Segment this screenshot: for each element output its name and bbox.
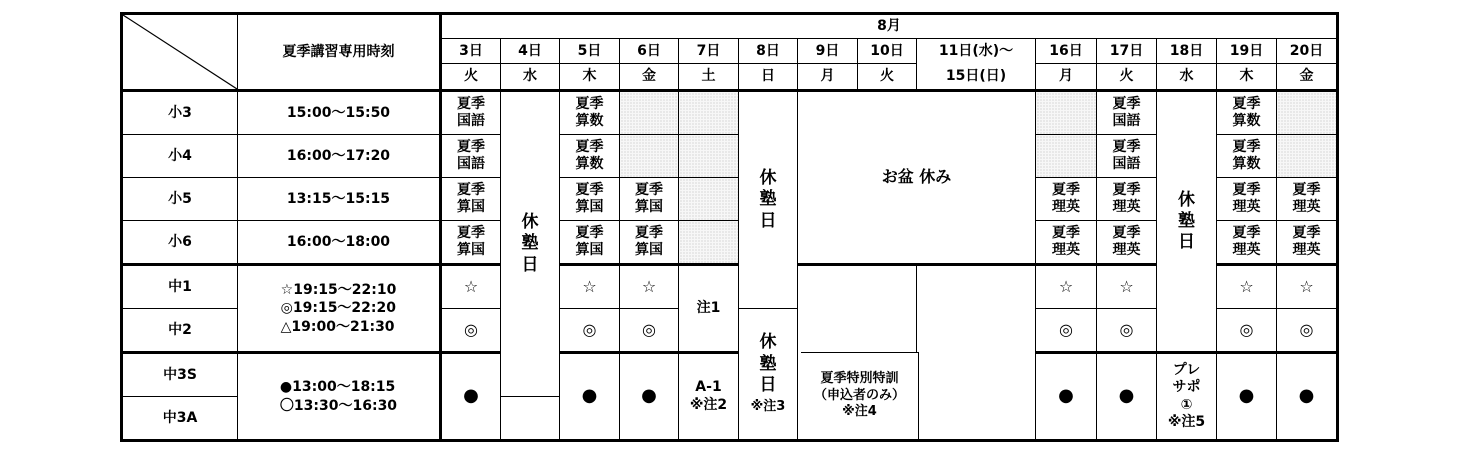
date-16: 16日 <box>1036 39 1097 64</box>
jh3-d16: ● <box>1036 353 1097 441</box>
obon-holiday: お盆 休み <box>798 91 1036 265</box>
jh3-d6: ● <box>620 353 679 441</box>
weekday-17: 火 <box>1097 64 1157 91</box>
grade-jh2: 中2 <box>122 309 238 353</box>
time-star: ☆19:15～22:10 <box>280 282 397 299</box>
time-s4: 16:00～17:20 <box>238 135 441 178</box>
s3-d7-blank <box>679 91 739 135</box>
date-18: 18日 <box>1157 39 1217 64</box>
s4-d19: 夏季 算数 <box>1217 135 1277 178</box>
weekday-9: 月 <box>798 64 858 91</box>
grade-s6: 小6 <box>122 221 238 265</box>
s6-d3: 夏季 算国 <box>441 221 501 265</box>
diagonal-line <box>123 15 237 89</box>
grade-s4: 小4 <box>122 135 238 178</box>
date-10: 10日 <box>858 39 917 64</box>
jh2-d6: ◎ <box>620 309 679 353</box>
special-title: 夏季特別特訓 <box>820 370 899 386</box>
weekday-10: 火 <box>858 64 917 91</box>
date-6: 6日 <box>620 39 679 64</box>
s5-d3: 夏季 算国 <box>441 178 501 221</box>
corner-diagonal-cell <box>122 14 238 91</box>
date-19: 19日 <box>1217 39 1277 64</box>
s4-d5: 夏季 算数 <box>560 135 620 178</box>
time-jh3 <box>238 353 441 441</box>
time-header: 夏季講習専用時刻 <box>238 14 441 91</box>
s5-d19: 夏季 理英 <box>1217 178 1277 221</box>
closed-d8: 休 塾 日 <box>739 91 798 309</box>
date-8: 8日 <box>739 39 798 64</box>
s3-d3: 夏季 国語 <box>441 91 501 135</box>
date-5: 5日 <box>560 39 620 64</box>
presapo-cell: プレ サポ ① ※注5 <box>1157 353 1217 441</box>
jh3-d17: ● <box>1097 353 1157 441</box>
s6-d7-blank <box>679 221 739 265</box>
jh1-d6: ☆ <box>620 265 679 309</box>
note-1: 注1 <box>679 265 739 353</box>
s6-d20: 夏季 理英 <box>1277 221 1338 265</box>
jh3-d20: ● <box>1277 353 1338 441</box>
note-4: ※注4 <box>842 404 877 420</box>
closed-d8-lower: 休 塾 日 ※注3 <box>739 309 798 441</box>
weekday-4: 水 <box>501 64 560 91</box>
s4-d7-blank <box>679 135 739 178</box>
jh2-d3: ◎ <box>441 309 501 353</box>
weekday-18: 水 <box>1157 64 1217 91</box>
s4-d16-blank <box>1036 135 1097 178</box>
jh3-d3: ● <box>441 353 501 441</box>
s5-d5: 夏季 算国 <box>560 178 620 221</box>
weekday-19: 木 <box>1217 64 1277 91</box>
jh3-d7 <box>679 353 739 441</box>
closed-d18: 休 塾 日 <box>1157 91 1217 353</box>
time-double: ◎19:15～22:20 <box>280 300 396 317</box>
time-dot: ●13:00～18:15 <box>279 379 396 396</box>
grade-jh3a: 中3A <box>122 397 238 441</box>
date-15: 15日(日) <box>917 64 1036 91</box>
closed-d4: 休 塾 日 <box>501 91 560 397</box>
time-triangle: △19:00～21:30 <box>280 318 395 335</box>
grade-s5: 小5 <box>122 178 238 221</box>
date-3: 3日 <box>441 39 501 64</box>
s3-d17: 夏季 国語 <box>1097 91 1157 135</box>
s6-d16: 夏季 理英 <box>1036 221 1097 265</box>
weekday-6: 金 <box>620 64 679 91</box>
date-7: 7日 <box>679 39 739 64</box>
grade-jh1: 中1 <box>122 265 238 309</box>
s6-d5: 夏季 算国 <box>560 221 620 265</box>
s6-d17: 夏季 理英 <box>1097 221 1157 265</box>
jh2-d5: ◎ <box>560 309 620 353</box>
s6-d6: 夏季 算国 <box>620 221 679 265</box>
weekday-3: 火 <box>441 64 501 91</box>
date-20: 20日 <box>1277 39 1338 64</box>
note-2: ※注2 <box>689 396 728 413</box>
note-a1: A-1 <box>695 379 722 395</box>
s4-d3: 夏季 国語 <box>441 135 501 178</box>
note-3: ※注3 <box>750 399 786 415</box>
jh1-d19: ☆ <box>1217 265 1277 309</box>
jh2-d16: ◎ <box>1036 309 1097 353</box>
s4-d6-blank <box>620 135 679 178</box>
s5-d17: 夏季 理英 <box>1097 178 1157 221</box>
s3-d5: 夏季 算数 <box>560 91 620 135</box>
jh2-d19: ◎ <box>1217 309 1277 353</box>
date-11: 11日(水)～ <box>917 39 1036 64</box>
summer-schedule-table <box>120 12 1339 442</box>
jh3-d5: ● <box>560 353 620 441</box>
weekday-8: 日 <box>739 64 798 91</box>
weekday-5: 木 <box>560 64 620 91</box>
date-4: 4日 <box>501 39 560 64</box>
s5-d20: 夏季 理英 <box>1277 178 1338 221</box>
s3-d16-blank <box>1036 91 1097 135</box>
month-header: 8月 <box>441 14 1338 39</box>
s3-d19: 夏季 算数 <box>1217 91 1277 135</box>
weekday-20: 金 <box>1277 64 1338 91</box>
special-training-box <box>801 352 919 439</box>
time-circle: 〇13:30～16:30 <box>279 397 398 414</box>
jh2-d20: ◎ <box>1277 309 1338 353</box>
date-17: 17日 <box>1097 39 1157 64</box>
weekday-7: 土 <box>679 64 739 91</box>
grade-s3: 小3 <box>122 91 238 135</box>
jh3-d19: ● <box>1217 353 1277 441</box>
s5-d16: 夏季 理英 <box>1036 178 1097 221</box>
s6-d19: 夏季 理英 <box>1217 221 1277 265</box>
special-applicants: （申込者のみ） <box>813 387 905 403</box>
time-jh1-jh2 <box>238 265 441 353</box>
s4-d17: 夏季 国語 <box>1097 135 1157 178</box>
obon-lower <box>917 265 1036 441</box>
grade-jh3s: 中3S <box>122 353 238 397</box>
s3-d6-blank <box>620 91 679 135</box>
weekday-16: 月 <box>1036 64 1097 91</box>
time-s5: 13:15～15:15 <box>238 178 441 221</box>
s5-d6: 夏季 算国 <box>620 178 679 221</box>
jh1-d17: ☆ <box>1097 265 1157 309</box>
jh1-d5: ☆ <box>560 265 620 309</box>
time-s6: 16:00～18:00 <box>238 221 441 265</box>
s4-d20-blank <box>1277 135 1338 178</box>
time-s3: 15:00～15:50 <box>238 91 441 135</box>
date-9: 9日 <box>798 39 858 64</box>
jh1-d3: ☆ <box>441 265 501 309</box>
s3-d20-blank <box>1277 91 1338 135</box>
jh1-d16: ☆ <box>1036 265 1097 309</box>
jh1-d20: ☆ <box>1277 265 1338 309</box>
s5-d7-blank <box>679 178 739 221</box>
jh2-d17: ◎ <box>1097 309 1157 353</box>
